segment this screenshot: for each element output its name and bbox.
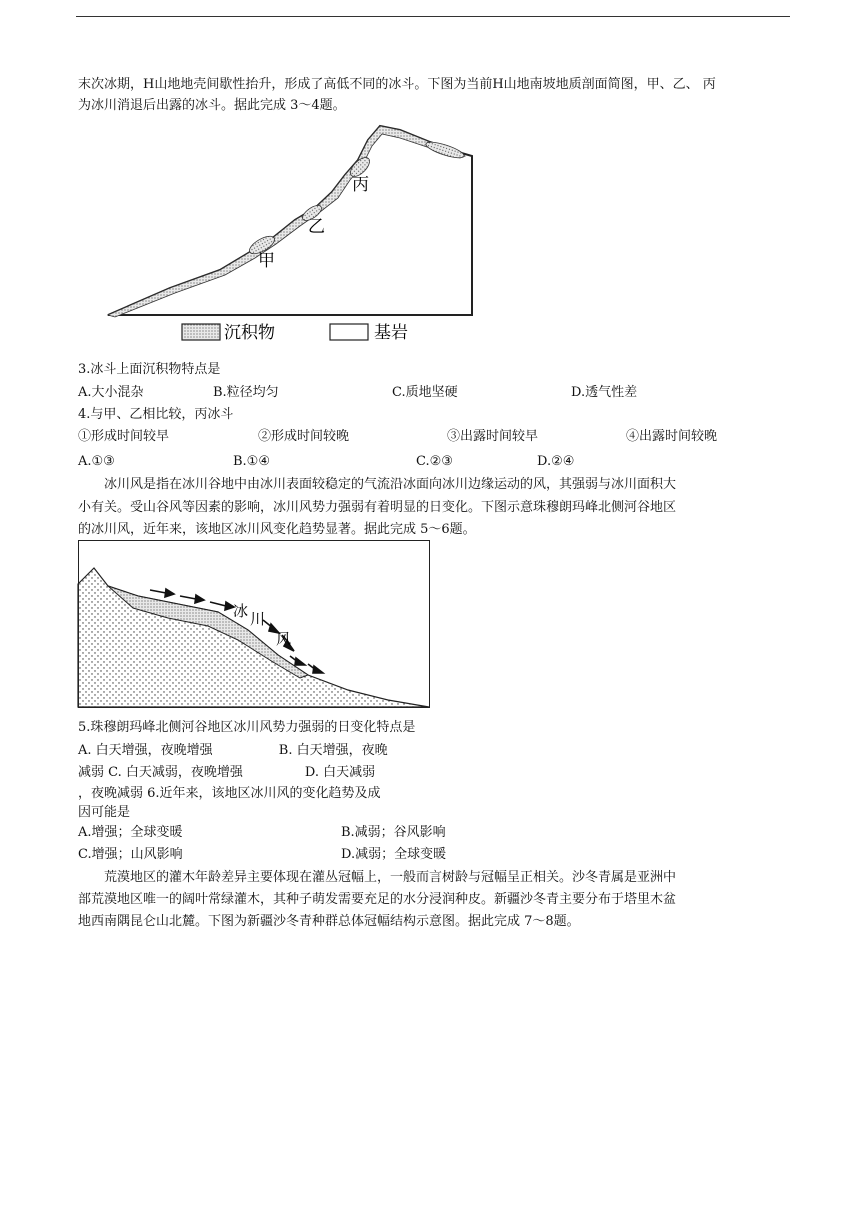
legend-sediment-swatch [182,324,220,340]
q4-option-d: D.②④ [537,454,575,469]
legend-bedrock-label: 基岩 [374,323,408,343]
header-rule [76,16,790,17]
label-jia: 甲 [258,251,275,271]
q6-option-c: C.增强；山风影响 [78,847,183,862]
label-chuan: 川 [250,610,266,628]
q4-stem: 4.与甲、乙相比较，丙冰斗 [78,407,234,422]
legend-bedrock-swatch [330,324,368,340]
q6-option-d: D.减弱；全球变暖 [341,847,447,862]
q5-line2: A. 白天增强，夜晚增强 B. 白天增强，夜晚 [78,743,388,758]
q4-item-1: ①形成时间较早 [78,429,170,444]
q4-item-4: ④出露时间较晚 [626,429,718,444]
intro3-line3: 地西南隅昆仑山北麓。下图为新疆沙冬青种群总体冠幅结构示意图。据此完成 7～8题。 [78,914,580,929]
intro3-line2: 部荒漠地区唯一的阔叶常绿灌木，其种子萌发需要充足的水分浸润种皮。新疆沙冬青主要分布于塔里木盆 [78,892,677,907]
label-feng: 风 [276,630,292,648]
q5-line5: 因可能是 [78,805,131,820]
q6-option-b: B.减弱；谷风影响 [341,825,446,840]
bedrock-profile [108,126,472,315]
q3-option-d: D.透气性差 [571,385,638,400]
q4-option-c: C.②③ [416,454,453,469]
q3-option-b: B.粒径均匀 [213,385,279,400]
q3-stem: 3.冰斗上面沉积物特点是 [78,362,221,377]
label-yi: 乙 [308,217,325,237]
cirque-profile-figure [100,120,480,350]
q5-line3: 减弱 C. 白天减弱，夜晚增强 D. 白天减弱 [78,765,376,780]
intro1-line1: 末次冰期，H山地地壳间歇性抬升，形成了高低不同的冰斗。下图为当前H山地南坡地质剖面简图，甲、乙、 丙 [78,77,716,92]
label-bing: 丙 [352,175,369,195]
legend-sediment-label: 沉积物 [224,323,275,343]
label-bing-glacier: 冰 [233,602,249,620]
q6-option-a: A.增强；全球变暖 [78,825,183,840]
intro3-line1: 荒漠地区的灌木年龄差异主要体现在灌丛冠幅上，一般而言树龄与冠幅呈正相关。沙冬青属是亚洲中 [104,870,677,885]
q3-option-a: A.大小混杂 [78,385,144,400]
q5-line1: 5.珠穆朗玛峰北侧河谷地区冰川风势力强弱的日变化特点是 [78,720,416,735]
intro2-line1: 冰川风是指在冰川谷地中由冰川表面较稳定的气流沿冰面向冰川边缘运动的风，其强弱与冰川面积大 [104,477,677,492]
intro2-line2: 小有关。受山谷风等因素的影响，冰川风势力强弱有着明显的日变化。下图示意珠穆朗玛峰北侧河谷地区 [78,500,677,515]
q4-option-a: A.①③ [78,454,115,469]
glacier-wind-figure [78,540,430,708]
intro2-line3: 的冰川风，近年来，该地区冰川风变化趋势显著。据此完成 5～6题。 [78,522,476,537]
q3-option-c: C.质地坚硬 [392,385,458,400]
intro1-line2: 为冰川消退后出露的冰斗。据此完成 3～4题。 [78,98,346,113]
q4-item-2: ②形成时间较晚 [258,429,350,444]
q4-item-3: ③出露时间较早 [447,429,539,444]
q4-option-b: B.①④ [233,454,270,469]
q5-line4: ，夜晚减弱 6.近年来，该地区冰川风的变化趋势及成 [78,786,381,801]
